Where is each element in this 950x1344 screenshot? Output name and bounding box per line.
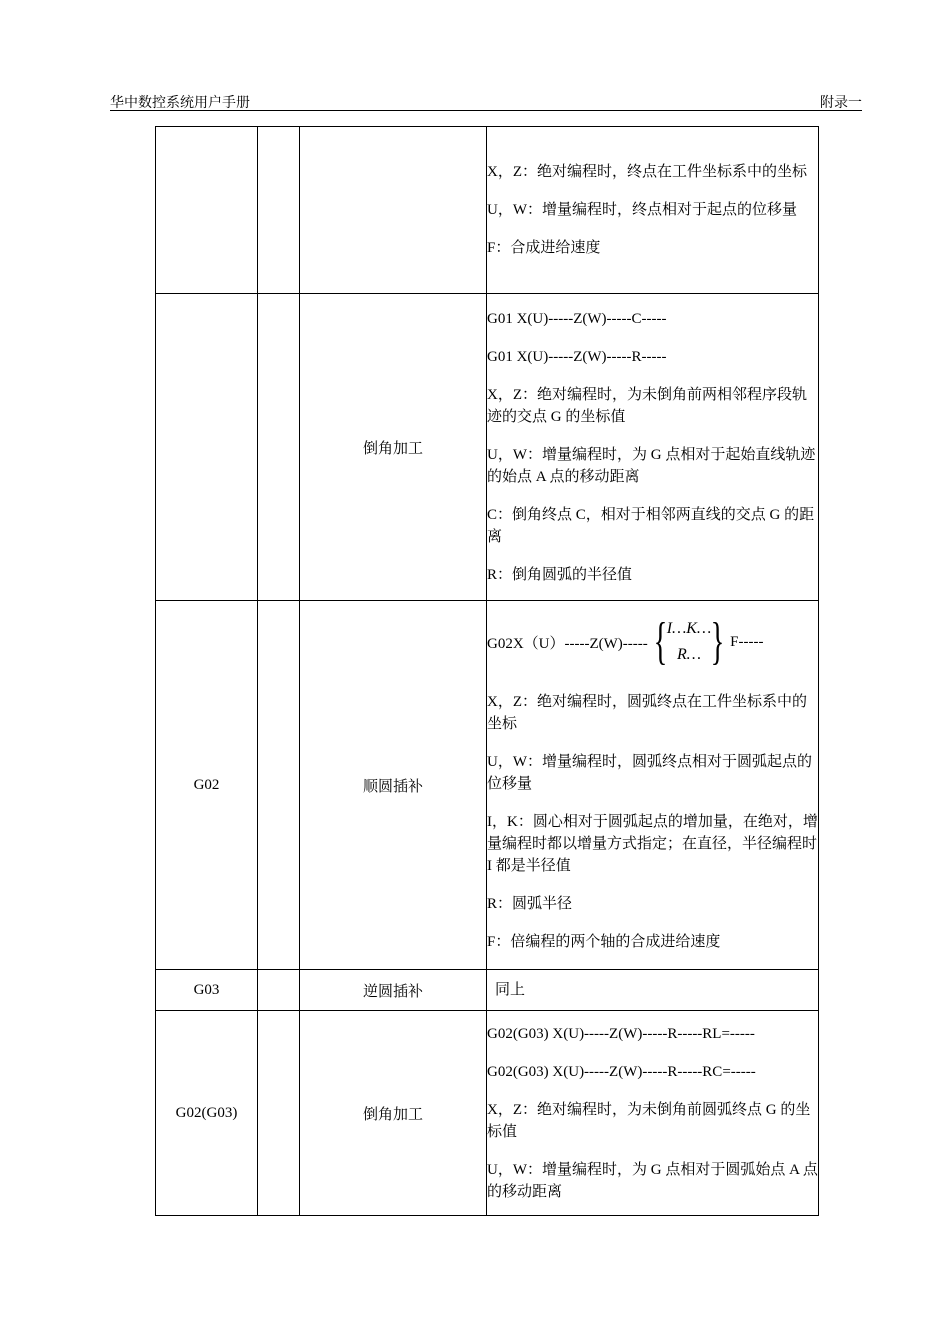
description-line: G01 X(U)-----Z(W)-----R----- bbox=[487, 349, 667, 365]
function-name-cell: 逆圆插补 bbox=[300, 970, 487, 1011]
description-line: U，W：增量编程时，为 G 点相对于圆弧始点 A 点的移动距离 bbox=[487, 1162, 818, 1200]
description-line: 同上 bbox=[495, 982, 526, 998]
description-line: X，Z：绝对编程时，为未倒角前两相邻程序段轨迹的交点 G 的坐标值 bbox=[487, 387, 807, 425]
function-name-cell bbox=[300, 127, 487, 294]
description-cell bbox=[487, 294, 819, 601]
formula-option-ik: I…K… bbox=[666, 620, 712, 637]
table-row bbox=[156, 294, 819, 601]
description-line: U，W：增量编程时，为 G 点相对于起始直线轨迹的始点 A 点的移动距离 bbox=[487, 447, 816, 485]
formula-prefix: G02X（U）-----Z(W)----- bbox=[487, 635, 648, 652]
formula-options bbox=[667, 616, 711, 668]
table-row bbox=[156, 601, 819, 970]
description-line: I，K：圆心相对于圆弧起点的增加量，在绝对，增量编程时都以增量方式指定；在直径，半径编程时 I 都是半径值 bbox=[487, 814, 818, 874]
description-line: X，Z：绝对编程时，圆弧终点在工件坐标系中的坐标 bbox=[487, 694, 807, 732]
table-row bbox=[156, 970, 819, 1011]
description-cell bbox=[487, 970, 819, 1011]
description-line: U，W：增量编程时，终点相对于起点的位移量 bbox=[487, 202, 797, 218]
formula-option-r: R… bbox=[676, 646, 701, 663]
code-cell: G02(G03) bbox=[156, 1011, 258, 1216]
function-name-cell: 倒角加工 bbox=[300, 1011, 487, 1216]
left-brace-icon: { bbox=[653, 613, 668, 670]
blank-cell bbox=[258, 970, 300, 1011]
blank-cell bbox=[258, 601, 300, 970]
appendix-label: 附录一 bbox=[820, 96, 862, 111]
description-cell bbox=[487, 127, 819, 294]
gcode-table bbox=[155, 126, 819, 1216]
blank-cell bbox=[258, 127, 300, 294]
description-cell bbox=[487, 1011, 819, 1216]
function-name-cell: 倒角加工 bbox=[300, 294, 487, 601]
description-line: F：合成进给速度 bbox=[487, 240, 601, 256]
description-line: F：倍编程的两个轴的合成进给速度 bbox=[487, 934, 721, 950]
table-row bbox=[156, 127, 819, 294]
table-row bbox=[156, 1011, 819, 1216]
description-line: U，W：增量编程时，圆弧终点相对于圆弧起点的位移量 bbox=[487, 754, 812, 792]
g02-formula bbox=[487, 613, 818, 671]
code-cell: G02 bbox=[156, 601, 258, 970]
description-line: G01 X(U)-----Z(W)-----C----- bbox=[487, 311, 667, 327]
description-line: X，Z：绝对编程时，终点在工件坐标系中的坐标 bbox=[487, 164, 807, 180]
page-header bbox=[110, 92, 862, 111]
right-brace-icon: } bbox=[710, 613, 725, 670]
description-cell bbox=[487, 601, 819, 970]
description-line: C：倒角终点 C，相对于相邻两直线的交点 G 的距离 bbox=[487, 507, 815, 545]
description-line: R：圆弧半径 bbox=[487, 896, 573, 912]
formula-suffix: F----- bbox=[730, 633, 764, 650]
description-line: G02(G03) X(U)-----Z(W)-----R-----RC=----- bbox=[487, 1064, 756, 1080]
blank-cell bbox=[258, 1011, 300, 1216]
manual-title: 华中数控系统用户手册 bbox=[110, 96, 250, 111]
function-name-cell: 顺圆插补 bbox=[300, 601, 487, 970]
code-cell bbox=[156, 127, 258, 294]
code-cell bbox=[156, 294, 258, 601]
blank-cell bbox=[258, 294, 300, 601]
description-line: X，Z：绝对编程时，为未倒角前圆弧终点 G 的坐标值 bbox=[487, 1102, 811, 1140]
description-line: G02(G03) X(U)-----Z(W)-----R-----RL=----- bbox=[487, 1026, 755, 1042]
description-line: R：倒角圆弧的半径值 bbox=[487, 567, 633, 583]
code-cell: G03 bbox=[156, 970, 258, 1011]
